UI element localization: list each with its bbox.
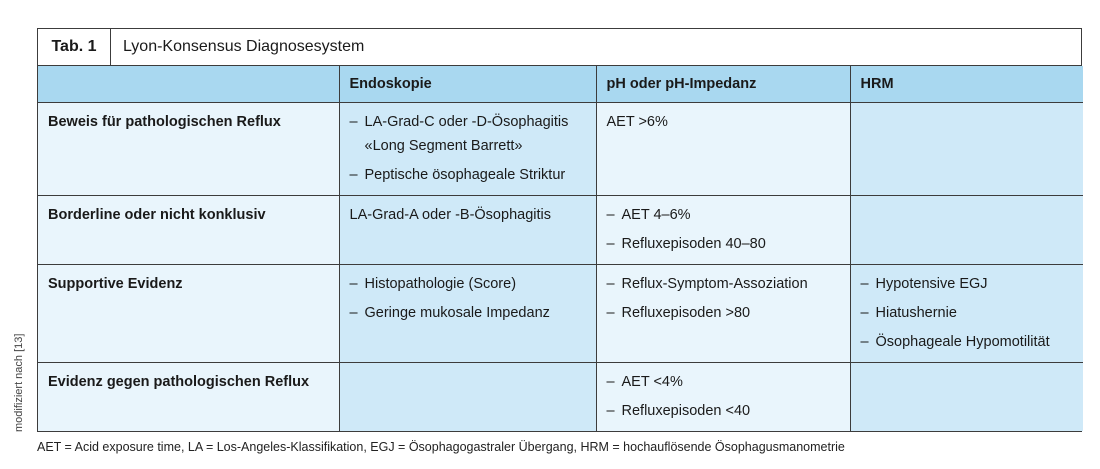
table-title: Lyon-Konsensus Diagnosesystem: [123, 38, 365, 55]
list-item: – Hypotensive EGJ: [861, 272, 1074, 296]
bullet-list: [350, 272, 586, 325]
list-item: – Refluxepisoden >80: [607, 301, 840, 325]
list-item: – LA-Grad-C oder -D-Ösophagitis «Long Segment Barrett»: [350, 110, 586, 158]
table-row: [38, 265, 1083, 363]
bullet-list: [607, 370, 840, 423]
list-item: – Peptische ösophageale Striktur: [350, 163, 586, 187]
bullet-list: [861, 272, 1074, 354]
cell-ph: [596, 363, 850, 432]
cell-hrm: [850, 363, 1083, 432]
lyon-table: [38, 66, 1083, 431]
list-item: – Hiatushernie: [861, 301, 1074, 325]
table-row: [38, 196, 1083, 265]
cell-hrm: [850, 103, 1083, 196]
row-label: Evidenz gegen pathologischen Reflux: [38, 363, 339, 432]
bullet-list: [350, 110, 586, 187]
list-item: – Refluxepisoden 40–80: [607, 232, 840, 256]
cell-endoskopie: [339, 363, 596, 432]
cell-endoskopie: [339, 103, 596, 196]
cell-ph: [596, 196, 850, 265]
cell-endoskopie: [339, 265, 596, 363]
cell-ph: AET >6%: [596, 103, 850, 196]
table-row: [38, 363, 1083, 432]
list-item: – Refluxepisoden <40: [607, 399, 840, 423]
bullet-list: [607, 203, 840, 256]
table-frame: [37, 28, 1082, 432]
list-item: – AET <4%: [607, 370, 840, 394]
header-cell-ph: pH oder pH-Impedanz: [596, 66, 850, 103]
list-item: – Ösophageale Hypomotilität: [861, 330, 1074, 354]
cell-hrm: [850, 196, 1083, 265]
table-header-row: [38, 66, 1083, 103]
bullet-list: [607, 272, 840, 325]
row-label: Supportive Evidenz: [38, 265, 339, 363]
list-item: – Geringe mukosale Impedanz: [350, 301, 586, 325]
row-label: Borderline oder nicht konklusiv: [38, 196, 339, 265]
footnote: AET = Acid exposure time, LA = Los-Angeles-Klassifikation, EGJ = Ösophagogastraler Übergang, HRM = hochauflösende Ösophagusmanometrie: [37, 440, 845, 454]
table-row: [38, 103, 1083, 196]
header-cell-empty: [38, 66, 339, 103]
header-cell-endoskopie: Endoskopie: [339, 66, 596, 103]
cell-hrm: [850, 265, 1083, 363]
source-note: modifiziert nach [13]: [13, 333, 25, 432]
header-cell-hrm: HRM: [850, 66, 1083, 103]
row-label: Beweis für pathologischen Reflux: [38, 103, 339, 196]
list-item: – Histopathologie (Score): [350, 272, 586, 296]
cell-endoskopie: LA-Grad-A oder -B-Ösophagitis: [339, 196, 596, 265]
list-item: – Reflux-Symptom-Assoziation: [607, 272, 840, 296]
list-item: – AET 4–6%: [607, 203, 840, 227]
table-title-bar: [38, 29, 1081, 66]
table-body: [38, 103, 1083, 432]
table-number: Tab. 1: [38, 29, 111, 65]
cell-ph: [596, 265, 850, 363]
